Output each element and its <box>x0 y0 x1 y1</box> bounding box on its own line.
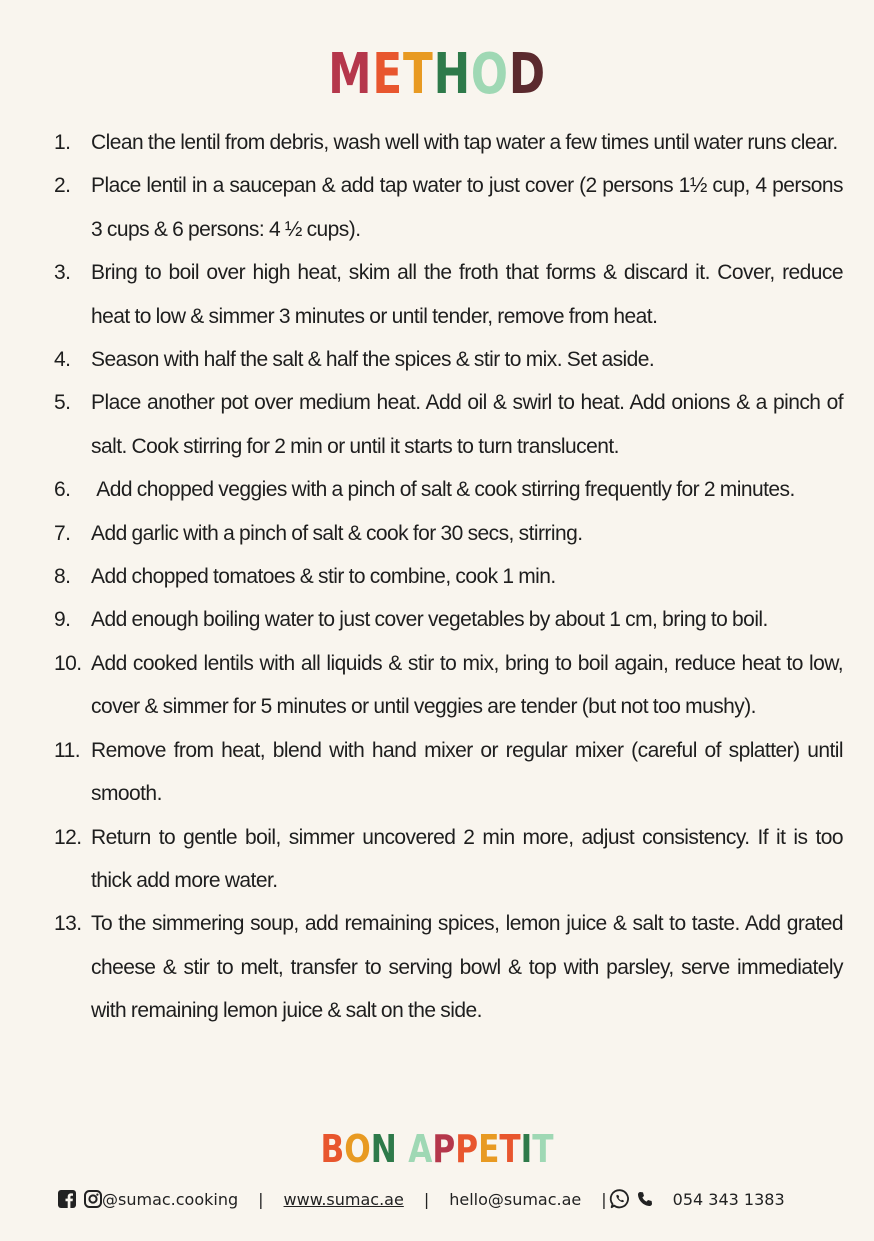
step-number: 1. <box>54 131 71 154</box>
website-link[interactable]: www.sumac.ae <box>283 1189 404 1209</box>
step-text: To the simmering soup, add remaining spices, lemon juice & salt to taste. Add grated cheese & stir to melt, transfer to serving bowl & top with parsley, serve immediately with remaining lemon juice & salt on the side. <box>91 912 843 1023</box>
step-number: 7. <box>54 521 71 545</box>
title-letter: D <box>508 42 546 107</box>
bon-appetit-letter: O <box>344 1127 371 1171</box>
bon-appetit-heading <box>79 1126 796 1172</box>
step-item <box>0 164 874 251</box>
footer <box>58 1187 785 1211</box>
social-handle[interactable]: @sumac.cooking <box>102 1189 239 1209</box>
step-item <box>0 729 874 816</box>
bon-appetit-letter: P <box>455 1127 479 1171</box>
separator: | <box>258 1189 264 1209</box>
step-text: Add chopped tomatoes & stir to combine, cook 1 min. <box>91 565 556 589</box>
bon-appetit-letter: N <box>370 1127 397 1171</box>
step-text: Add chopped veggies with a pinch of salt & cook stirring frequently for 2 minutes. <box>91 478 795 502</box>
bon-appetit-letter: T <box>532 1127 554 1171</box>
step-number: 3. <box>54 261 71 285</box>
step-number: 8. <box>54 565 71 589</box>
step-item <box>0 642 874 729</box>
bon-appetit-letter: I <box>520 1127 533 1171</box>
step-item <box>0 251 874 338</box>
step-text: Season with half the salt & half the spices & stir to mix. Set aside. <box>91 348 655 372</box>
step-text: Add cooked lentils with all liquids & stir to mix, bring to boil again, reduce heat to low, cover & simmer for 5 minutes or until veggies are tender (but not too mushy). <box>91 651 843 719</box>
step-item <box>0 121 874 164</box>
step-text: Add garlic with a pinch of salt & cook for 30 secs, stirring. <box>91 521 583 545</box>
bon-appetit-letter: E <box>478 1127 500 1171</box>
step-text: Remove from heat, blend with hand mixer or regular mixer (careful of splatter) until smooth. <box>91 738 843 806</box>
phone-number[interactable]: 054 343 1383 <box>672 1189 785 1209</box>
bon-appetit-letter: T <box>499 1127 521 1171</box>
bon-appetit-letter: B <box>320 1127 345 1171</box>
instagram-icon[interactable] <box>84 1190 102 1208</box>
step-item <box>0 512 874 555</box>
page-title <box>96 42 778 108</box>
step-number: 10. <box>54 651 82 675</box>
step-number: 12. <box>54 825 82 849</box>
separator: | <box>423 1189 430 1209</box>
step-item <box>0 338 874 381</box>
bon-appetit-letter: A <box>408 1127 433 1171</box>
step-text: Bring to boil over high heat, skim all the froth that forms & discard it. Cover, reduce heat to low & simmer 3 minutes or until tender, remove from heat. <box>91 261 843 328</box>
step-text: Clean the lentil from debris, wash well with tap water a few times until water runs clear. <box>91 131 838 154</box>
step-text: Place another pot over medium heat. Add oil & swirl to heat. Add onions & a pinch of salt. Cook stirring for 2 min or until it starts to turn translucent. <box>91 391 843 458</box>
title-letter: M <box>328 42 373 107</box>
method-steps <box>0 121 874 1033</box>
step-text: Add enough boiling water to just cover vegetables by about 1 cm, bring to boil. <box>91 608 768 632</box>
step-number: 9. <box>54 608 71 632</box>
step-item <box>0 555 874 598</box>
facebook-icon[interactable] <box>58 1190 76 1208</box>
step-item <box>0 816 874 903</box>
step-number: 6. <box>54 478 71 502</box>
title-letter: H <box>433 42 471 107</box>
step-item <box>0 381 874 468</box>
step-number: 11. <box>54 738 80 762</box>
separator: | <box>601 1189 607 1209</box>
step-number: 13. <box>54 912 82 936</box>
step-number: 5. <box>54 391 71 415</box>
title-letter: T <box>402 42 434 107</box>
email-address[interactable]: hello@sumac.ae <box>449 1189 582 1209</box>
step-item <box>0 902 874 1032</box>
step-text: Return to gentle boil, simmer uncovered 2 min more, adjust consistency. If it is too thick add more water. <box>91 825 843 892</box>
step-number: 4. <box>54 348 71 372</box>
bon-appetit-letter: P <box>432 1127 456 1171</box>
step-item <box>0 468 874 511</box>
step-number: 2. <box>54 174 71 198</box>
step-item <box>0 598 874 641</box>
phone-icon[interactable] <box>637 1191 653 1207</box>
title-letter: O <box>470 42 509 107</box>
whatsapp-icon[interactable] <box>609 1188 631 1210</box>
step-text: Place lentil in a saucepan & add tap water to just cover (2 persons 1½ cup, 4 persons 3 cups & 6 persons: 4 ½ cups). <box>91 174 843 241</box>
title-letter: E <box>372 42 403 107</box>
